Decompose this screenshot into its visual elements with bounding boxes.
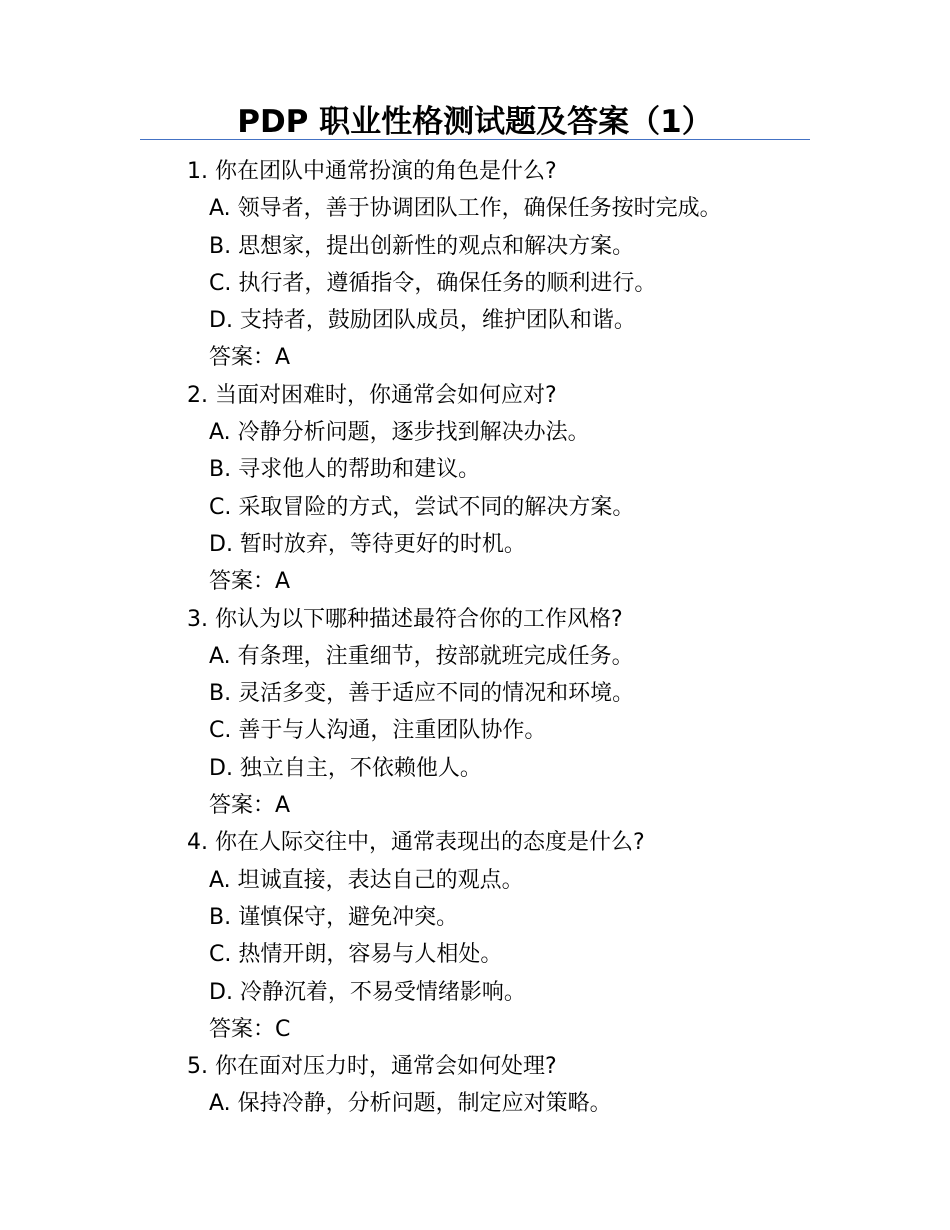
option-c: C. 热情开朗，容易与人相处。 xyxy=(209,942,503,968)
answer-text: 答案：A xyxy=(209,793,291,819)
question-text: 1. 你在团队中通常扮演的角色是什么? xyxy=(187,159,557,184)
option-b: B. 思想家，提出创新性的观点和解决方案。 xyxy=(209,233,635,259)
question-text: 3. 你认为以下哪种描述最符合你的工作风格? xyxy=(187,606,623,632)
option-c: C. 采取冒险的方式，尝试不同的解决方案。 xyxy=(209,494,635,520)
option-b: B. 谨慎保守，避免冲突。 xyxy=(209,904,459,930)
option-a: A. 冷静分析问题，逐步找到解决办法。 xyxy=(209,420,590,446)
answer-text: 答案：A xyxy=(209,345,291,371)
page-title: PDP 职业性格测试题及答案（1） xyxy=(237,104,713,140)
option-a: A. 保持冷静，分析问题，制定应对策略。 xyxy=(209,1091,612,1117)
option-c: C. 执行者，遵循指令，确保任务的顺利进行。 xyxy=(209,270,657,296)
option-c: C. 善于与人沟通，注重团队协作。 xyxy=(209,718,547,744)
option-d: D. 独立自主，不依赖他人。 xyxy=(209,755,482,781)
option-b: B. 灵活多变，善于适应不同的情况和环境。 xyxy=(209,681,635,707)
answer-text: 答案：C xyxy=(209,1016,291,1042)
option-d: D. 冷静沉着，不易受情绪影响。 xyxy=(209,979,526,1005)
question-text: 5. 你在面对压力时，通常会如何处理? xyxy=(187,1054,557,1080)
option-d: D. 暂时放弃，等待更好的时机。 xyxy=(209,531,526,557)
title-underline xyxy=(140,139,810,140)
answer-text: 答案：A xyxy=(209,569,291,595)
option-b: B. 寻求他人的帮助和建议。 xyxy=(209,457,481,483)
option-a: A. 坦诚直接，表达自己的观点。 xyxy=(209,867,524,893)
option-a: A. 有条理，注重细节，按部就班完成任务。 xyxy=(209,643,634,669)
question-text: 2. 当面对困难时，你通常会如何应对? xyxy=(187,382,557,408)
question-list xyxy=(0,153,950,1123)
option-d: D. 支持者，鼓励团队成员，维护团队和谐。 xyxy=(209,308,636,334)
option-a: A. 领导者，善于协调团队工作，确保任务按时完成。 xyxy=(209,196,722,222)
question-text: 4. 你在人际交往中，通常表现出的态度是什么? xyxy=(187,830,645,856)
